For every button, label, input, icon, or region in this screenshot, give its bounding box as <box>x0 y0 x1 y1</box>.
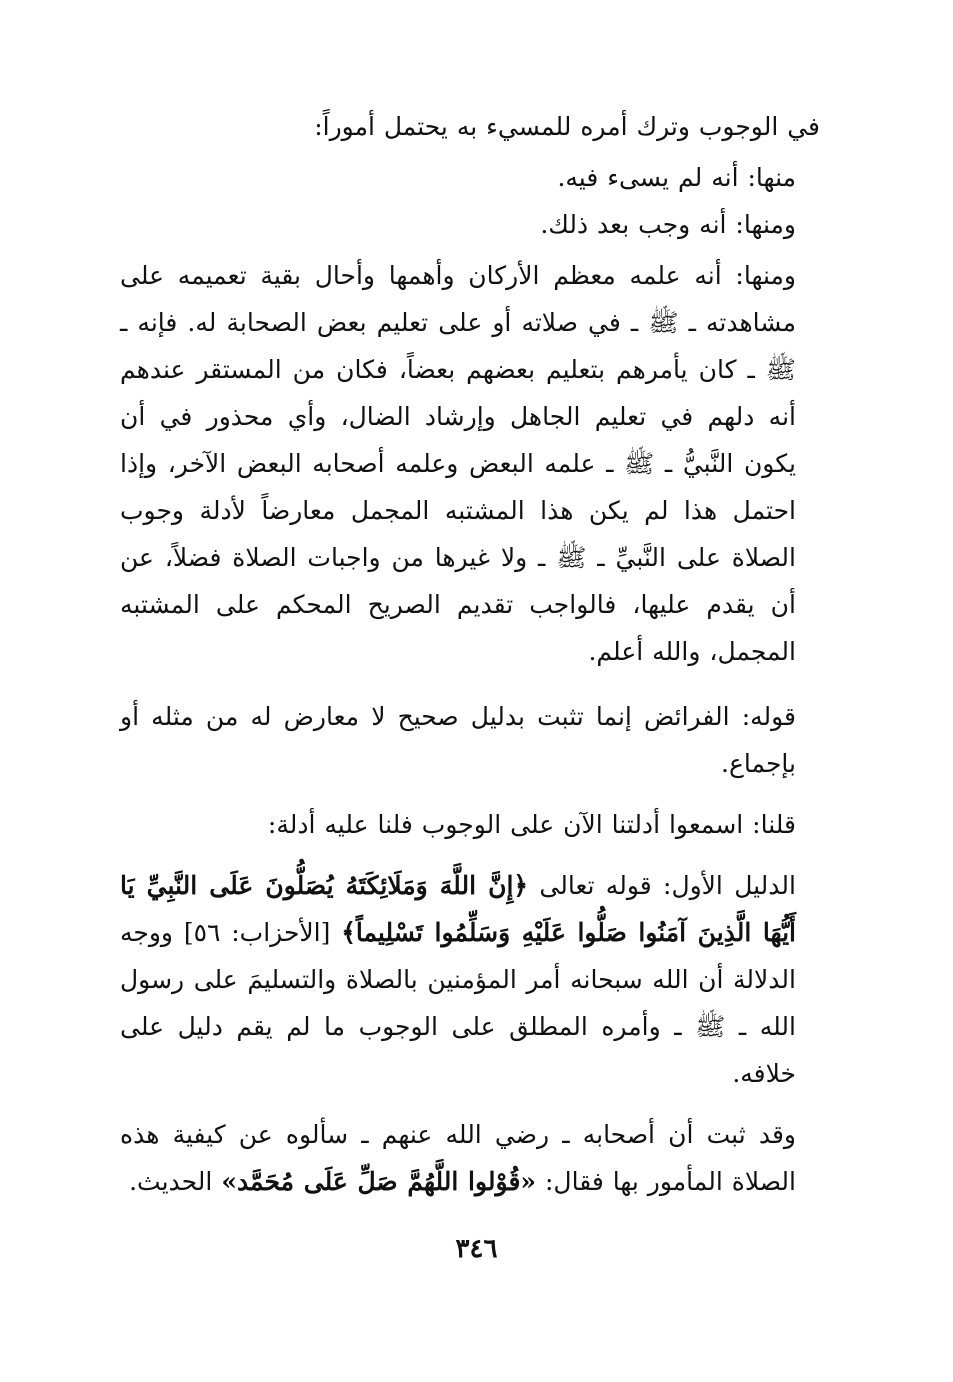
page-body <box>120 103 820 1205</box>
paragraph-response: قلنا: اسمعوا أدلتنا الآن على الوجوب فلنا عليه أدلة: <box>267 810 796 839</box>
paragraph-objection: قوله: الفرائض إنما تثبت بدليل صحيح لا معارض له من مثله أو بإجماع. <box>120 702 796 778</box>
paragraph-first-evidence <box>120 862 820 1097</box>
evidence-intro: الدليل الأول: قوله تعالى <box>539 871 796 900</box>
hadith-text: «قُوْلوا اللَّهُمَّ صَلِّ عَلَى مُحَمَّد» <box>221 1167 537 1196</box>
evidence-explanation: ووجه الدلالة أن الله سبحانه أمر المؤمنين بالصلاة والتسليمَ على رسول الله ـ ﷺ ـ وأمره المطلق على الوجوب ما لم يقم دليل على خلافه. <box>120 918 796 1088</box>
paragraph-first-possibility: منها: أنه لم يسىء فيه. <box>557 163 796 192</box>
quran-verse: ﴿إِنَّ اللَّهَ وَمَلَائِكَتَهُ يُصَلُّونَ عَلَى النَّبِيِّ يَا أَيُّهَا الَّذِينَ آمَنُوا صَلُّوا عَلَيْهِ وَسَلِّمُوا تَسْلِيماً﴾ <box>120 871 796 947</box>
hadith-intro: وقد ثبت أن أصحابه ـ رضي الله عنهم ـ سألوه عن كيفية هذه الصلاة المأمور بها فقال: <box>120 1120 796 1196</box>
paragraph-continuation: في الوجوب وترك أمره للمسيء به يحتمل أموراً: <box>314 112 820 141</box>
verse-reference: [الأحزاب: ٥٦] <box>183 918 331 947</box>
paragraph-third-possibility: ومنها: أنه علمه معظم الأركان وأهمها وأحال بقية تعميمه على مشاهدته ـ ﷺ ـ في صلاته أو على تعليم بعض الصحابة له. فإنه ـ ﷺ ـ كان يأمرهم بتعليم بعضهم بعضاً، فكان من المستقر عندهم أنه دلهم في تعليم الجاهل وإرشاد الضال، وأي محذور في أن يكون النَّبيُّ ـ ﷺ ـ علمه البعض وعلمه أصحابه البعض الآخر، وإذا احتمل هذا لم يكن هذا المشتبه المجمل معارضاً لأدلة وجوب الصلاة على النَّبيِّ ـ ﷺ ـ ولا غيرها من واجبات الصلاة فضلاً، عن أن يقدم عليها، فالواجب تقديم الصريح المحكم على المشتبه المجمل، والله أعلم. <box>120 261 796 666</box>
paragraph-hadith <box>120 1111 820 1205</box>
hadith-end: الحديث. <box>129 1167 213 1196</box>
paragraph-second-possibility: ومنها: أنه وجب بعد ذلك. <box>540 210 796 239</box>
page-number: ٣٤٦ <box>455 1234 498 1264</box>
